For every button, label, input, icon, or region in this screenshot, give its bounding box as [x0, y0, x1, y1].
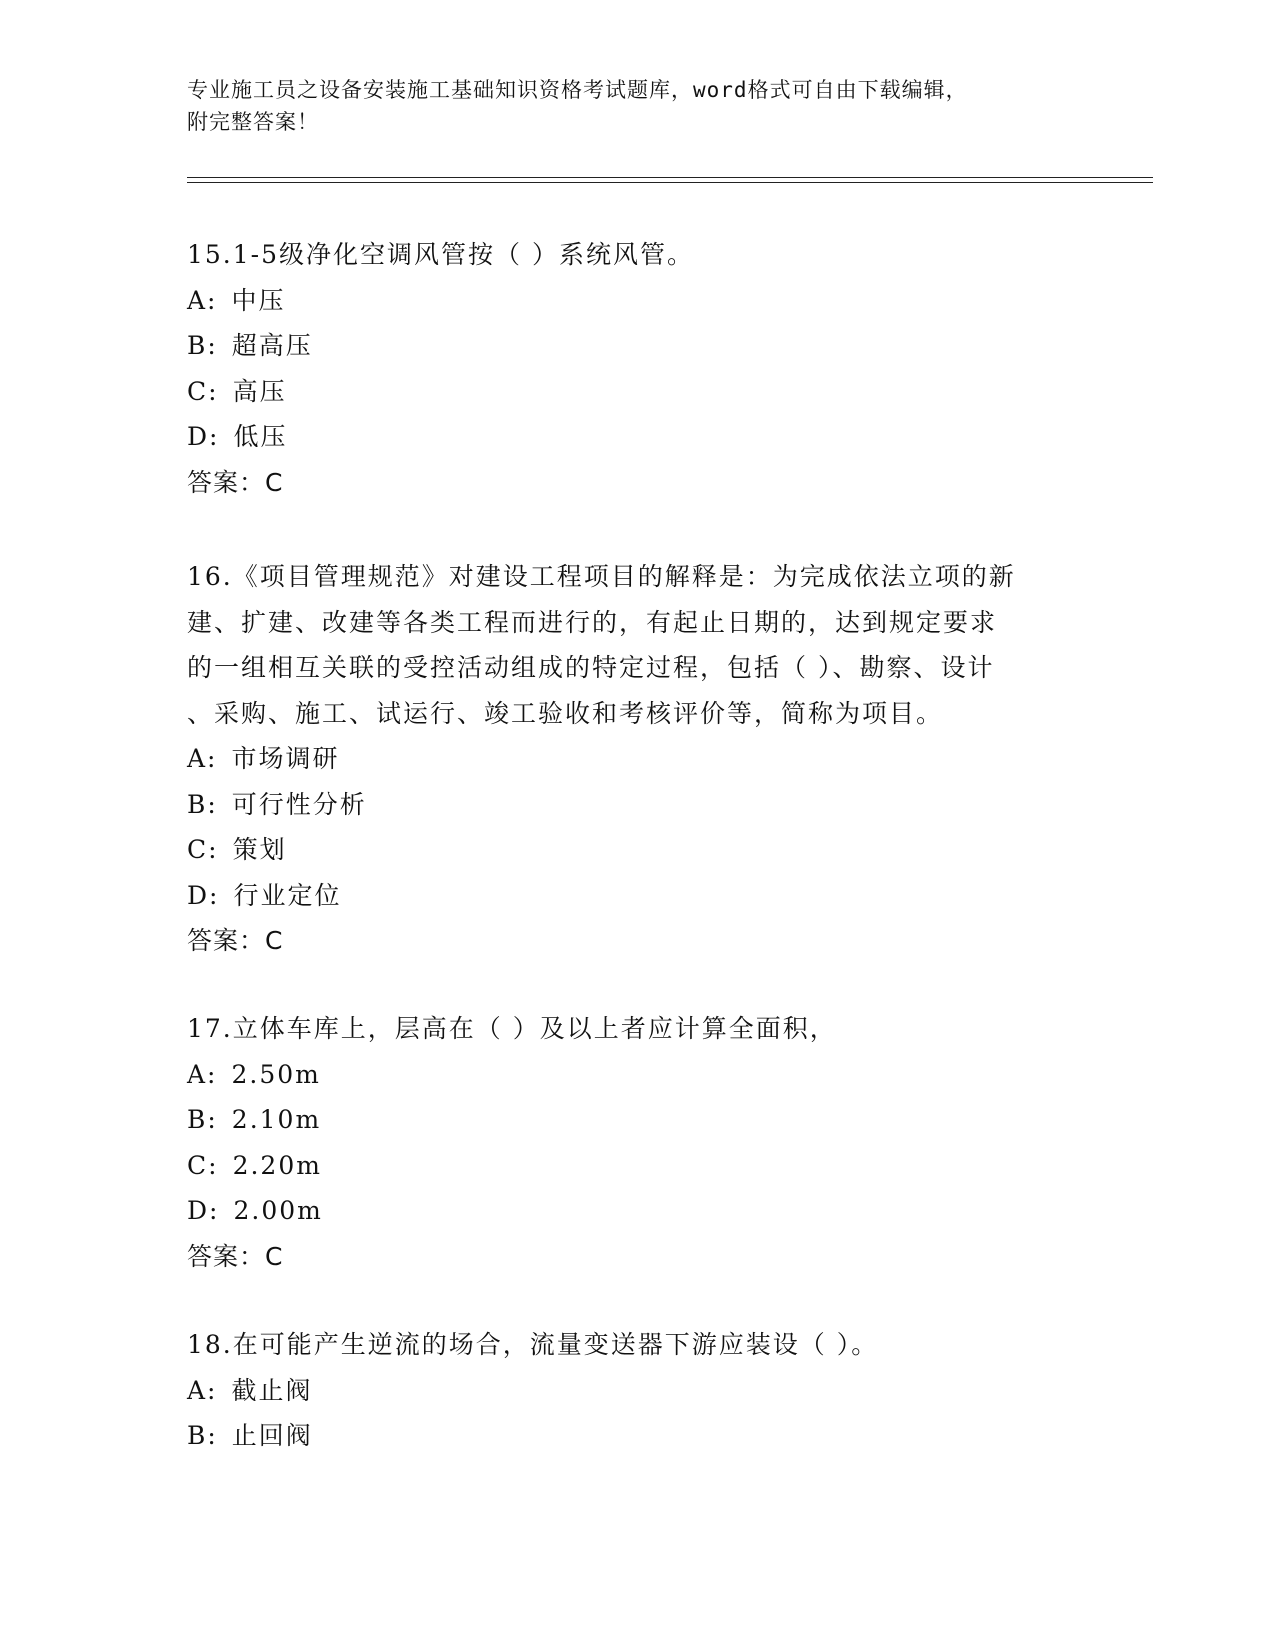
option-text: 行业定位 [233, 880, 342, 910]
option-letter: A: [187, 1059, 218, 1089]
stem-line: 17.立体车库上，层高在（ ）及以上者应计算全面积， [187, 1014, 837, 1043]
option-text: 2.00m [233, 1196, 323, 1225]
option-d [187, 414, 1087, 460]
option-d [187, 873, 1087, 919]
question-18 [187, 1322, 1087, 1459]
answer-line: 答案：C [187, 467, 284, 497]
answer-line: 答案：C [187, 926, 284, 955]
option-text: 2.50m [231, 1059, 321, 1089]
option-text: 低压 [233, 422, 288, 451]
question-15 [187, 232, 1087, 505]
option-letter: C: [187, 1150, 219, 1180]
option-text: 超高压 [231, 331, 313, 360]
answer-line: 答案：C [187, 1241, 284, 1271]
question-stem [187, 232, 1087, 278]
header-line-2: 附完整答案！ [187, 110, 319, 134]
question-17 [187, 1006, 1087, 1279]
document-header [187, 74, 1087, 138]
option-text: 2.20m [232, 1150, 322, 1180]
option-a [187, 1368, 1087, 1414]
option-text: 2.10m [231, 1105, 322, 1134]
option-b [187, 323, 1087, 369]
option-letter: A: [187, 285, 218, 315]
question-stem [187, 1322, 1087, 1368]
option-b [187, 782, 1087, 828]
option-letter: D: [187, 1196, 220, 1225]
option-letter: A: [187, 744, 218, 773]
option-c [187, 369, 1087, 415]
option-b [187, 1413, 1087, 1459]
question-stem [187, 554, 1087, 736]
stem-line: 的一组相互关联的受控活动组成的特定过程，包括（ ）、勘察、设计 [187, 653, 995, 682]
option-letter: A: [187, 1375, 218, 1405]
option-text: 市场调研 [231, 744, 340, 773]
option-letter: B: [187, 789, 218, 819]
option-a [187, 1052, 1087, 1098]
option-text: 止回阀 [231, 1421, 313, 1450]
option-c [187, 827, 1087, 873]
option-letter: D: [187, 880, 220, 910]
option-text: 可行性分析 [231, 789, 367, 819]
option-a [187, 278, 1087, 324]
header-divider-bottom [187, 182, 1153, 183]
option-c [187, 1143, 1087, 1189]
option-letter: D: [187, 422, 220, 451]
option-text: 策划 [232, 835, 287, 864]
option-text: 中压 [231, 285, 286, 315]
option-d [187, 1188, 1087, 1234]
stem-line: 16.《项目管理规范》对建设工程项目的解释是：为完成依法立项的新 [187, 562, 1016, 591]
option-letter: B: [187, 1105, 218, 1134]
option-letter: C: [187, 835, 219, 864]
stem-line: 、采购、施工、试运行、竣工验收和考核评价等，简称为项目。 [187, 698, 944, 728]
option-letter: C: [187, 376, 219, 406]
option-b [187, 1097, 1087, 1143]
stem-line: 建、扩建、改建等各类工程而进行的，有起止日期的，达到规定要求 [187, 607, 998, 637]
option-text: 高压 [232, 376, 287, 406]
question-16 [187, 554, 1087, 964]
option-text: 截止阀 [231, 1375, 313, 1405]
header-line-1: 专业施工员之设备安装施工基础知识资格考试题库，word格式可自由下载编辑， [187, 78, 968, 102]
stem-line: 15.1-5级净化空调风管按（ ）系统风管。 [187, 240, 694, 269]
question-stem [187, 1006, 1087, 1052]
option-letter: B: [187, 331, 218, 360]
option-letter: B: [187, 1421, 218, 1450]
header-divider-top [187, 177, 1153, 178]
option-a [187, 736, 1087, 782]
stem-line: 18.在可能产生逆流的场合，流量变送器下游应装设（ ）。 [187, 1330, 879, 1359]
